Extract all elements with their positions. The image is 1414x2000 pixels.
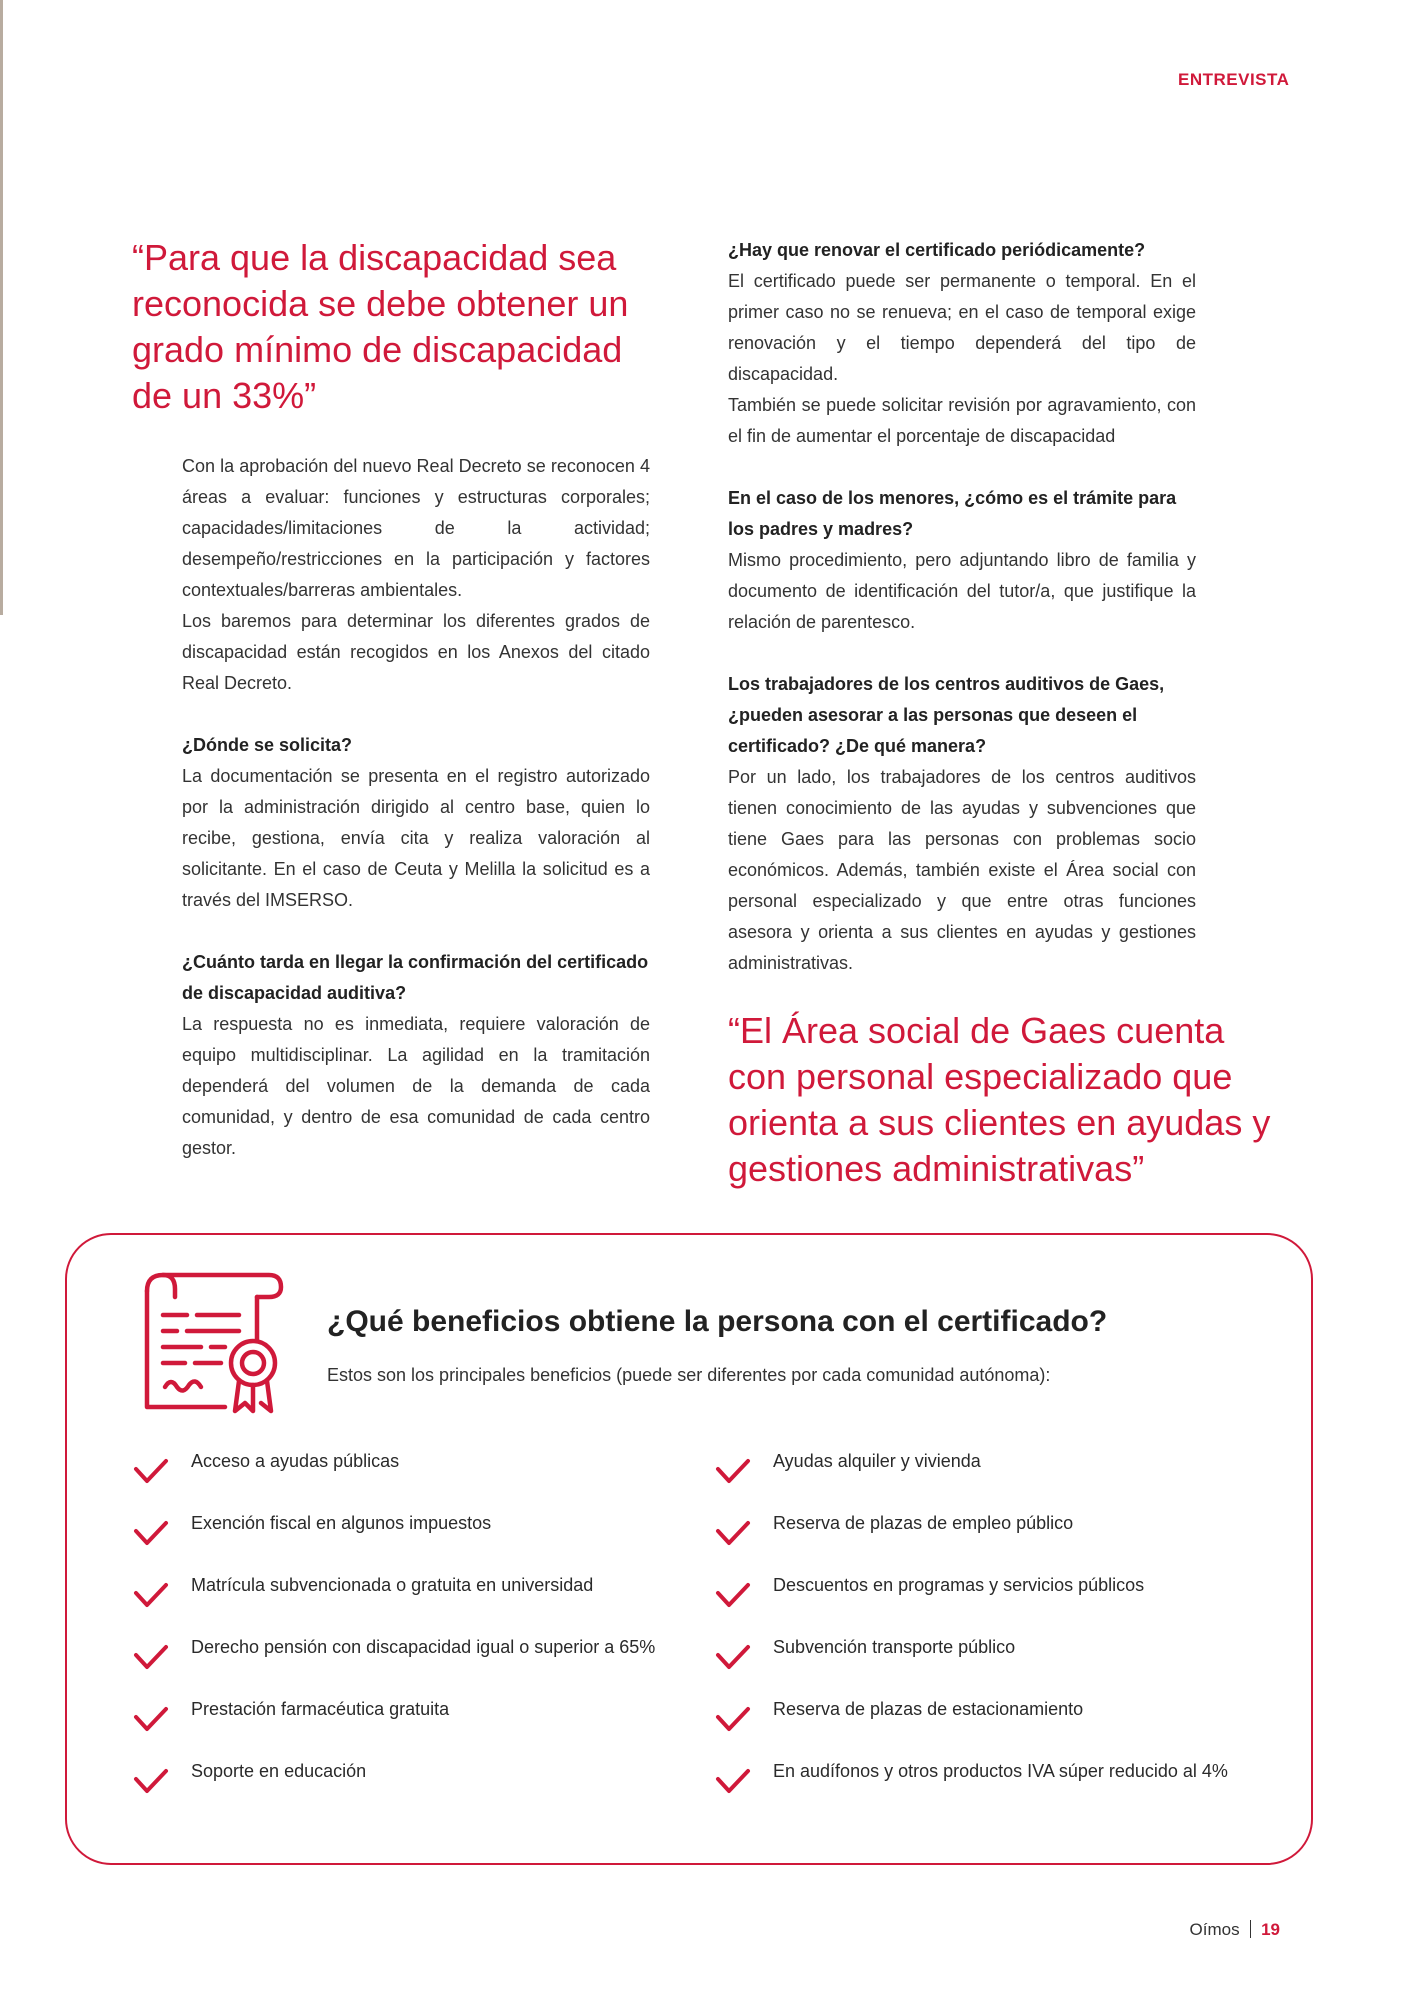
- answer-where: La documentación se presenta en el registro autorizado por la administración dirigido al centro base, quien lo recibe, gestiona, envía cita y realiza valoración al solicitante. En el caso de Ceuta y Melilla la solicitud es a través del IMSERSO.: [182, 766, 650, 910]
- magazine-name: Oímos: [1189, 1920, 1240, 1939]
- pull-quote-right: “El Área social de Gaes cuenta con personal especializado que orienta a sus clientes en ayudas y gestiones administrativas”: [728, 1010, 1271, 1189]
- benefit-label: Descuentos en programas y servicios públicos: [773, 1575, 1145, 1595]
- check-icon: [715, 1638, 751, 1674]
- check-icon: [133, 1638, 169, 1674]
- benefit-label: Prestación farmacéutica gratuita: [191, 1699, 450, 1719]
- check-icon: [133, 1452, 169, 1488]
- benefit-label: Matrícula subvencionada o gratuita en universidad: [191, 1575, 594, 1595]
- question-renew: ¿Hay que renovar el certificado periódicamente?: [728, 240, 1146, 260]
- benefits-box: [65, 1233, 1313, 1865]
- benefit-label: Ayudas alquiler y vivienda: [773, 1451, 981, 1471]
- question-where: ¿Dónde se solicita?: [182, 735, 353, 755]
- check-icon: [715, 1452, 751, 1488]
- benefit-label: Acceso a ayudas públicas: [191, 1451, 400, 1471]
- right-column: [728, 235, 1196, 979]
- check-icon: [715, 1576, 751, 1612]
- page-footer: [1190, 1920, 1280, 1940]
- benefit-label: En audífonos y otros productos IVA súper reducido al 4%: [773, 1761, 1228, 1781]
- check-icon: [133, 1762, 169, 1798]
- page-edge-line: [0, 0, 3, 615]
- benefit-label: Soporte en educación: [191, 1761, 367, 1781]
- check-icon: [715, 1700, 751, 1736]
- answer-how-long: La respuesta no es inmediata, requiere valoración de equipo multidisciplinar. La agilidad en la tramitación dependerá del volumen de la demanda de cada comunidad, y dentro de esa comunidad de cada centro gestor.: [182, 1014, 650, 1158]
- page-number: 19: [1261, 1920, 1280, 1939]
- check-icon: [133, 1576, 169, 1612]
- check-icon: [133, 1700, 169, 1736]
- answer-renew: El certificado puede ser permanente o temporal. En el primer caso no se renueva; en el caso de temporal exige renovación y el tiempo dependerá del tipo de discapacidad.: [728, 271, 1196, 384]
- pull-quote-left: “Para que la discapacidad sea reconocida se debe obtener un grado mínimo de discapacidad de un 33%”: [132, 237, 629, 416]
- benefits-title: ¿Qué beneficios obtiene la persona con el certificado?: [327, 1305, 1108, 1338]
- intro-paragraph-1: Con la aprobación del nuevo Real Decreto se reconocen 4 áreas a evaluar: funciones y estructuras corporales; capacidades/limitaciones de la actividad; desempeño/restricciones en la participación y factores contextuales/barreras ambientales.: [182, 456, 650, 600]
- check-icon: [715, 1762, 751, 1798]
- question-minors: En el caso de los menores, ¿cómo es el trámite para los padres y madres?: [728, 488, 1177, 539]
- answer-minors: Mismo procedimiento, pero adjuntando libro de familia y documento de identificación del tutor/a, que justifique la relación de parentesco.: [728, 550, 1196, 632]
- question-how-long: ¿Cuánto tarda en llegar la confirmación del certificado de discapacidad auditiva?: [182, 952, 649, 1003]
- answer-renew-revision: También se puede solicitar revisión por agravamiento, con el fin de aumentar el porcentaje de discapacidad: [728, 395, 1196, 446]
- benefits-subtitle: Estos son los principales beneficios (puede ser diferentes por cada comunidad autónoma):: [327, 1365, 1051, 1385]
- question-gaes-workers: Los trabajadores de los centros auditivos de Gaes, ¿pueden asesorar a las personas que deseen el certificado? ¿De qué manera?: [728, 674, 1165, 756]
- benefit-label: Reserva de plazas de estacionamiento: [773, 1699, 1084, 1719]
- check-icon: [715, 1514, 751, 1550]
- intro-paragraph-2: Los baremos para determinar los diferentes grados de discapacidad están recogidos en los Anexos del citado Real Decreto.: [182, 611, 650, 693]
- answer-gaes-workers: Por un lado, los trabajadores de los centros auditivos tienen conocimiento de las ayudas y subvenciones que tiene Gaes para las personas con problemas socio económicos. Además, también existe el Área social con personal especializado y que entre otras funciones asesora y orienta a sus clientes en ayudas y gestiones administrativas.: [728, 767, 1196, 973]
- footer-divider: [1250, 1920, 1252, 1938]
- check-icon: [133, 1514, 169, 1550]
- left-column: [182, 451, 650, 1164]
- benefit-label: Reserva de plazas de empleo público: [773, 1513, 1074, 1533]
- benefit-label: Subvención transporte público: [773, 1637, 1016, 1657]
- benefit-label: Exención fiscal en algunos impuestos: [191, 1513, 492, 1533]
- certificate-icon: [141, 1271, 291, 1415]
- section-label: ENTREVISTA: [1178, 70, 1290, 89]
- benefit-label: Derecho pensión con discapacidad igual o superior a 65%: [191, 1637, 656, 1657]
